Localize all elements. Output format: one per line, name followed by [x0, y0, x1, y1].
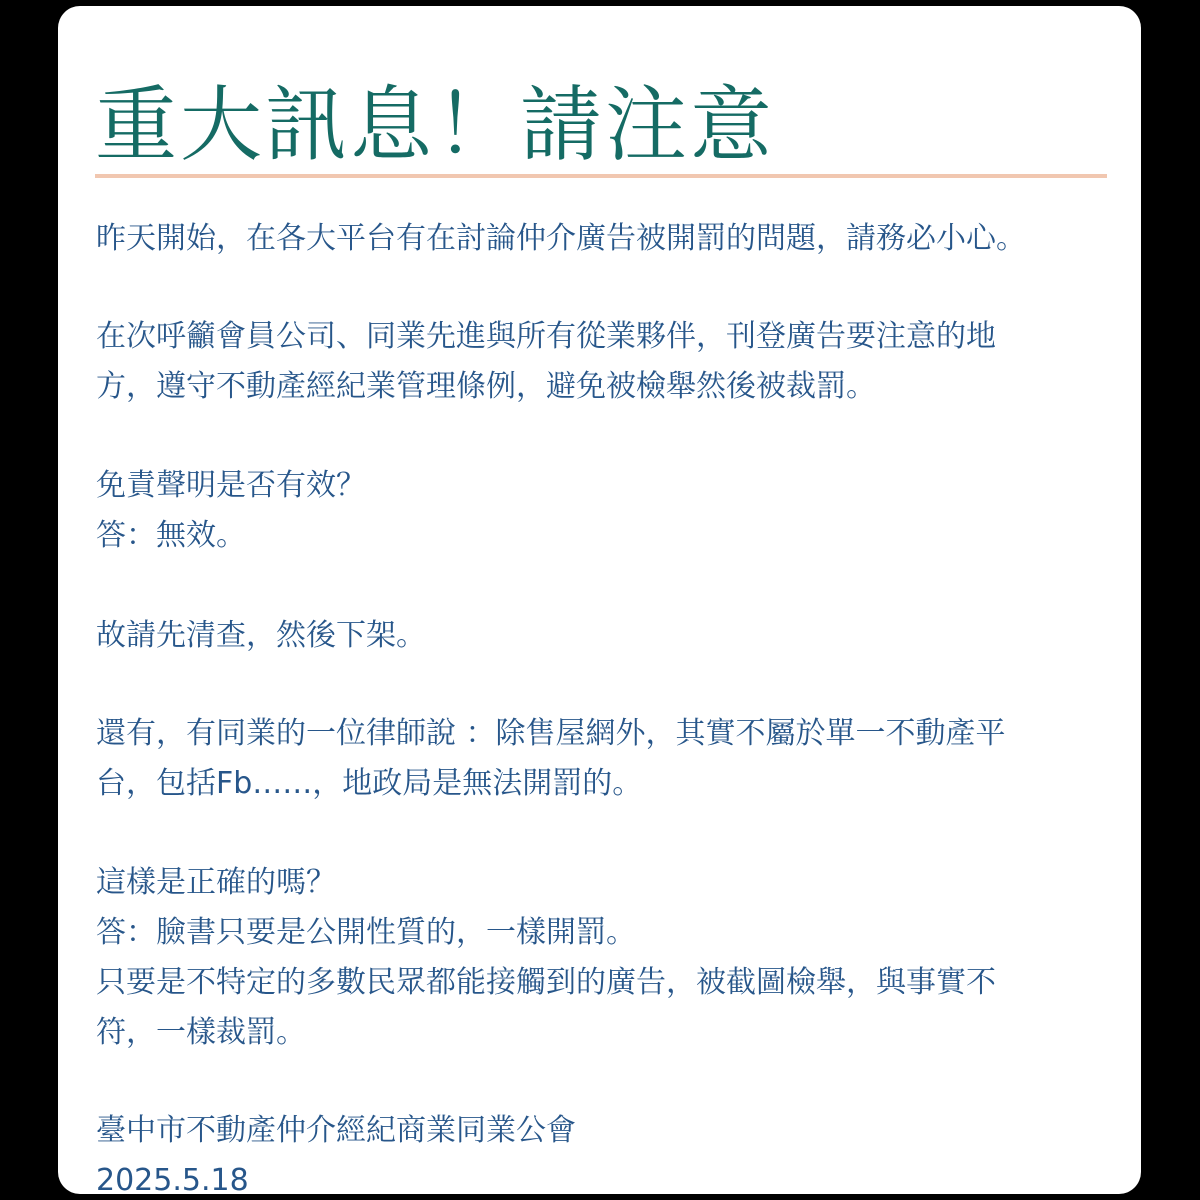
- answer-line: 答：臉書只要是公開性質的，一樣開罰。: [96, 915, 636, 950]
- question-line: 免責聲明是否有效？: [96, 468, 366, 503]
- text-line: 還有，有同業的一位律師說 ：除售屋網外，其實不屬於單一不動產平: [96, 716, 1006, 751]
- text-line: 故請先清查，然後下架。: [96, 618, 426, 653]
- paragraph-lawyer-claim: [96, 709, 1096, 809]
- text-line: 方，遵守不動產經紀業管理條例，避免被檢舉然後被裁罰。: [96, 369, 876, 404]
- paragraph-facebook-qa: [96, 858, 1096, 1058]
- notice-date: 2025.5.18: [96, 1163, 249, 1194]
- text-line: 台，包括Fb……，地政局是無法開罰的。: [96, 766, 643, 801]
- paragraph-intro: [96, 214, 1096, 264]
- question-line: 這樣是正確的嗎？: [96, 865, 336, 900]
- paragraph-appeal: [96, 312, 1096, 412]
- paragraph-disclaimer-qa: [96, 461, 1096, 561]
- notice-title: 重大訊息！請注意: [95, 78, 776, 173]
- answer-line: 答：無效。: [96, 518, 246, 553]
- organization-name: 臺中市不動產仲介經紀商業同業公會: [96, 1113, 576, 1148]
- paragraph-action: [96, 611, 1096, 661]
- title-divider: [95, 174, 1107, 178]
- text-line: 符，一樣裁罰。: [96, 1015, 306, 1050]
- text-line: 在次呼籲會員公司、同業先進與所有從業夥伴，刊登廣告要注意的地: [96, 319, 996, 354]
- notice-card: [58, 6, 1141, 1194]
- signature-block: [96, 1106, 1096, 1194]
- text-line: 昨天開始，在各大平台有在討論仲介廣告被開罰的問題，請務必小心。: [96, 221, 1026, 256]
- text-line: 只要是不特定的多數民眾都能接觸到的廣告，被截圖檢舉，與事實不: [96, 965, 996, 1000]
